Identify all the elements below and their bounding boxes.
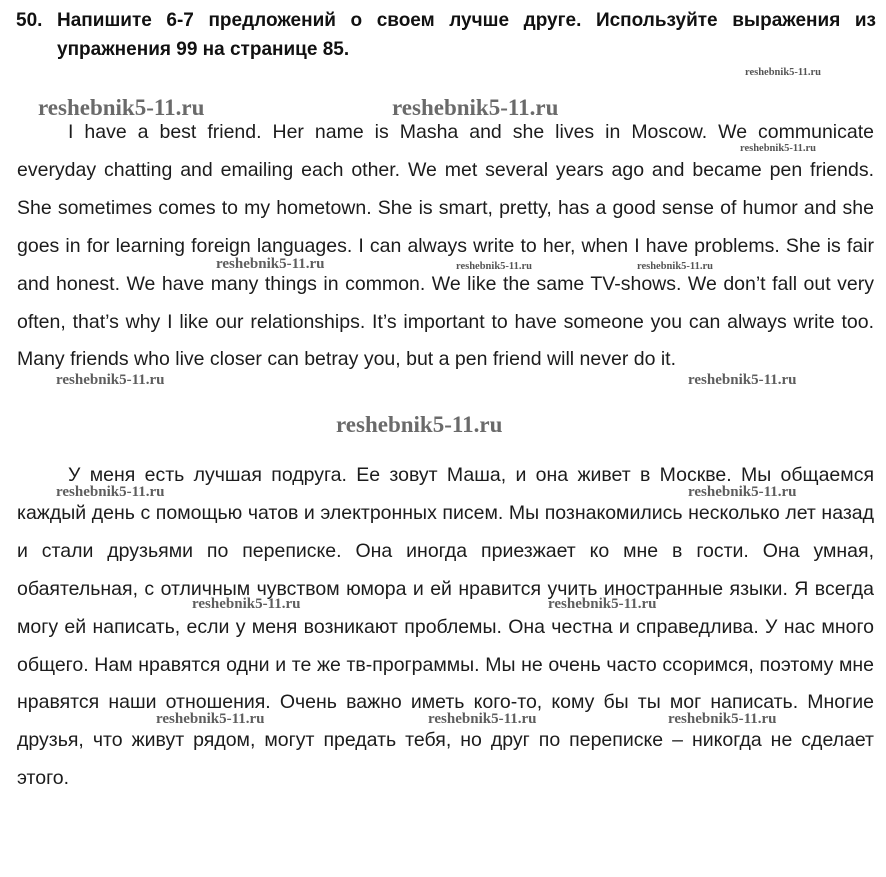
watermark: reshebnik5-11.ru <box>38 95 205 120</box>
answer-russian: У меня есть лучшая подруга. Ее зовут Маша, и она живет в Москве. Мы общаемся каждый день с помощью чатов и электронных писем. Мы познакомились несколько лет назад и стали друзьями по переписке. Она иногда приезжает ко мне в гости. Она умная, обаятельная, с отличным чувством юмора и ей нравится учить иностранные языки. Я всегда могу ей написать, если у меня возникают проблемы. Она честна и справедлива. У нас много общего. Нам нравятся одни и те же тв-программы. Мы не очень часто ссоримся, поэтому мне нравятся наши отношения. Очень важно иметь кого-то, кому бы ты мог написать. Многие друзья, что живут рядом, могут предать тебя, но друг по переписке – никогда не сделает этого. <box>17 464 874 790</box>
task-text: Напишите 6-7 предложений о своем лучше друге. Используйте выражения из упражнения 99 на странице 85. <box>57 10 876 60</box>
watermark: reshebnik5-11.ru <box>56 484 165 500</box>
answer-english: I have a best friend. Her name is Masha and she lives in Moscow. We communicate everyday chatting and emailing each other. We met several years ago and became pen friends. She sometimes comes to my hometown. She is smart, pretty, has a good sense of humor and she goes in for learning foreign languages. I can always write to her, when I have problems. She is fair and honest. We have many things in common. We like the same TV-shows. We don’t fall out very often, that’s why I like our relationships. It’s important to have someone you can always write too. Many friends who live closer can betray you, but a pen friend will never do it. <box>17 121 874 371</box>
watermark: reshebnik5-11.ru <box>740 143 816 154</box>
watermark: reshebnik5-11.ru <box>745 67 821 78</box>
watermark: reshebnik5-11.ru <box>688 372 797 388</box>
watermark: reshebnik5-11.ru <box>56 372 165 388</box>
watermark: reshebnik5-11.ru <box>548 596 657 612</box>
watermark: reshebnik5-11.ru <box>456 261 532 272</box>
task-heading <box>16 6 876 64</box>
watermark: reshebnik5-11.ru <box>336 412 503 437</box>
watermark: reshebnik5-11.ru <box>216 256 325 272</box>
watermark: reshebnik5-11.ru <box>668 711 777 727</box>
watermark: reshebnik5-11.ru <box>392 95 559 120</box>
watermark: reshebnik5-11.ru <box>156 711 265 727</box>
watermark: reshebnik5-11.ru <box>637 261 713 272</box>
watermark: reshebnik5-11.ru <box>688 484 797 500</box>
watermark: reshebnik5-11.ru <box>428 711 537 727</box>
task-number: 50. <box>16 10 43 31</box>
watermark: reshebnik5-11.ru <box>192 596 301 612</box>
